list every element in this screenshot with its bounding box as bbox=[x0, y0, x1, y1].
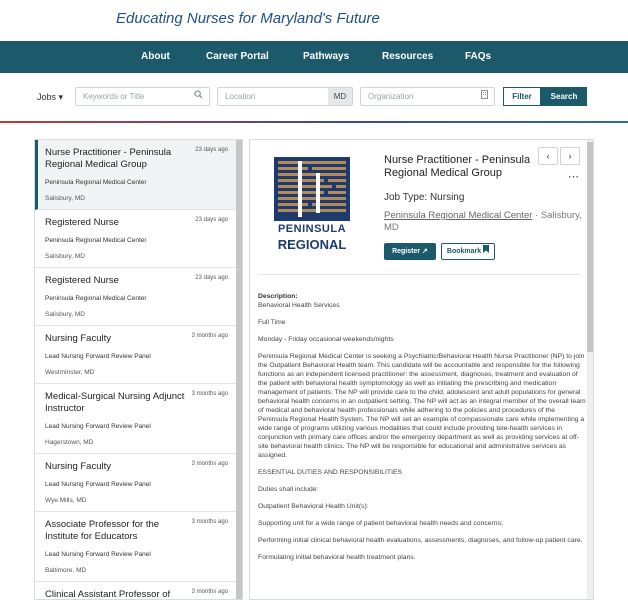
jobs-type-dropdown[interactable] bbox=[37, 92, 63, 103]
bookmark-label: Bookmark bbox=[446, 248, 482, 255]
job-location: Salisbury, MD bbox=[45, 253, 85, 260]
description-paragraph: Outpatient Behavioral Health Unit(s): bbox=[258, 503, 369, 510]
logo-text-line2: REGIONAL bbox=[277, 237, 347, 252]
nav-resources[interactable]: Resources bbox=[382, 51, 434, 62]
nav-career-portal[interactable]: Career Portal bbox=[206, 51, 269, 62]
job-title: Registered Nurse bbox=[45, 217, 119, 228]
search-icon bbox=[194, 88, 203, 105]
keywords-input[interactable] bbox=[75, 87, 210, 106]
description-paragraph: Duties shall include: bbox=[258, 486, 319, 493]
job-list-item[interactable] bbox=[35, 140, 238, 210]
job-list-item[interactable] bbox=[35, 268, 238, 326]
job-title: Nursing Faculty bbox=[45, 461, 111, 472]
job-posted: 3 months ago bbox=[191, 391, 228, 397]
building-icon bbox=[481, 88, 488, 105]
job-posted: 3 months ago bbox=[191, 589, 228, 595]
job-list-item[interactable] bbox=[35, 384, 238, 454]
previous-job-button[interactable] bbox=[538, 147, 558, 165]
header-divider bbox=[0, 121, 628, 123]
nav-pathways[interactable]: Pathways bbox=[303, 51, 350, 62]
caret-down-icon: ▾ bbox=[58, 92, 64, 102]
job-list-scroll-thumb[interactable] bbox=[236, 140, 242, 600]
state-selector[interactable]: MD bbox=[328, 88, 352, 105]
job-posted: 23 days ago bbox=[195, 147, 228, 153]
nav-about[interactable]: About bbox=[141, 51, 170, 62]
job-title: Clinical Assistant Professor of bbox=[45, 589, 171, 600]
bookmark-icon bbox=[483, 248, 489, 255]
job-org: Lead Nursing Forward Review Panel bbox=[45, 551, 151, 558]
filter-button[interactable]: Filter bbox=[503, 87, 541, 106]
external-link-icon: ↗ bbox=[422, 248, 428, 255]
job-type: Job Type: Nursing bbox=[384, 192, 465, 203]
org-link[interactable]: Peninsula Regional Medical Center bbox=[384, 210, 533, 221]
main-nav bbox=[0, 41, 628, 73]
job-title: Nurse Practitioner - Peninsula Regional Medical Group bbox=[45, 147, 172, 170]
description-paragraph: Performing initial clinical behavioral health evaluations, assessments, diagnoses, and follow-up patient care. bbox=[258, 537, 583, 544]
next-job-button[interactable] bbox=[560, 147, 580, 165]
chevron-right-icon: › bbox=[568, 151, 572, 161]
location-placeholder: Location bbox=[225, 92, 256, 101]
description-paragraph: Supporting unit for a wide range of patient behavioral health needs and concerns; bbox=[258, 520, 503, 527]
job-org: Lead Nursing Forward Review Panel bbox=[45, 423, 151, 430]
detail-scrollbar[interactable] bbox=[587, 140, 593, 600]
description-paragraph: Monday - Friday occasional weekends/nights bbox=[258, 336, 394, 343]
job-posted: 3 months ago bbox=[191, 461, 228, 467]
nav-faqs[interactable]: FAQs bbox=[465, 51, 492, 62]
description-paragraph: Full Time bbox=[258, 319, 286, 326]
detail-scroll-thumb[interactable] bbox=[587, 142, 593, 352]
job-org: Peninsula Regional Medical Center bbox=[45, 237, 147, 244]
job-title: Associate Professor for the Institute for Educators bbox=[45, 519, 160, 542]
organization-placeholder: Organization bbox=[368, 92, 414, 101]
job-title: Medical-Surgical Nursing Adjunct Instructor bbox=[45, 391, 185, 414]
job-list-item[interactable] bbox=[35, 582, 238, 600]
organization-input[interactable] bbox=[360, 87, 495, 106]
job-location: Salisbury, MD bbox=[45, 311, 85, 318]
job-detail-org-line bbox=[384, 210, 584, 234]
job-description bbox=[258, 292, 586, 570]
job-list-item[interactable] bbox=[35, 326, 238, 384]
description-paragraph: Formulating initial behavioral health treatment plans. bbox=[258, 554, 416, 561]
search-button[interactable]: Search bbox=[541, 87, 587, 106]
job-location: Salisbury, MD bbox=[45, 195, 85, 202]
peninsula-regional-logo bbox=[272, 155, 352, 259]
job-posted: 3 months ago bbox=[191, 519, 228, 525]
site-title: Educating Nurses for Maryland's Future bbox=[116, 10, 380, 27]
job-list-scrollbar[interactable] bbox=[236, 140, 242, 600]
job-list-item[interactable] bbox=[35, 454, 238, 512]
job-list bbox=[34, 139, 243, 600]
register-button[interactable] bbox=[384, 243, 436, 260]
register-label: Register bbox=[392, 248, 421, 255]
job-location: Baltimore, MD bbox=[45, 567, 87, 574]
bookmark-button[interactable] bbox=[441, 243, 495, 260]
job-detail-title: Nurse Practitioner - Peninsula Regional Medical Group bbox=[384, 154, 531, 179]
description-label: Description: bbox=[258, 293, 298, 300]
job-list-item[interactable] bbox=[35, 210, 238, 268]
description-paragraph: Peninsula Regional Medical Center is seeking a Psychiatric/Behavioral Health Nurse Practitioner (NP) to join the Outpatient Behavioral Health team. This candidate will be accountable and responsible for the following functions as an independent licensed practitioner: the assessment, diagnoses, treatment and evaluation of the patient with behavioral health symptomology as well as initiating the prescribing and medication management of patients. The NP will provide care to the child, adolescent and adult populations for general behavioral health concerns in an outpatient setting. The NP will act as an integral member of the overall team of medical and behavioral health professionals while adhering to the policies and procedures of the Peninsula Regional Health System. The NP will set an example of compassionate care while implementing a wide range of programs utilizing various modalities that could include providing tele-health services in conjunction with primary care offices and/or the emergency department as well as providing services at off-site behavioral health clinics. The NP will be responsible for educational and administrative services as assigned. bbox=[258, 353, 586, 459]
job-org: Lead Nursing Forward Review Panel bbox=[45, 481, 151, 488]
jobs-type-label: Jobs bbox=[37, 92, 57, 102]
job-org: Peninsula Regional Medical Center bbox=[45, 179, 147, 186]
logo-text-line1: PENINSULA bbox=[277, 223, 347, 235]
job-posted: 3 months ago bbox=[191, 333, 228, 339]
keywords-placeholder: Keywords or Title bbox=[83, 92, 145, 101]
job-title: Nursing Faculty bbox=[45, 333, 111, 344]
job-list-item[interactable] bbox=[35, 512, 238, 582]
job-org: Peninsula Regional Medical Center bbox=[45, 295, 147, 302]
job-posted: 23 days ago bbox=[195, 217, 228, 223]
job-location: Westminster, MD bbox=[45, 369, 95, 376]
job-posted: 23 days ago bbox=[195, 275, 228, 281]
job-org: Lead Nursing Forward Review Panel bbox=[45, 353, 151, 360]
job-location: Hagerstown, MD bbox=[45, 439, 94, 446]
detail-divider bbox=[258, 274, 581, 275]
job-location: Wye Mills, MD bbox=[45, 497, 87, 504]
chevron-left-icon: ‹ bbox=[546, 151, 550, 161]
location-input[interactable] bbox=[217, 87, 353, 106]
description-paragraph: ESSENTIAL DUTIES AND RESPONSIBILITIES bbox=[258, 469, 403, 476]
job-detail-location: · Salisbury, MD bbox=[384, 210, 582, 233]
search-bar bbox=[0, 73, 628, 121]
more-options-icon[interactable]: ⋯ bbox=[568, 171, 579, 183]
job-detail-panel bbox=[249, 139, 594, 600]
description-paragraph: Behavioral Health Services bbox=[258, 302, 340, 309]
job-title: Registered Nurse bbox=[45, 275, 119, 286]
